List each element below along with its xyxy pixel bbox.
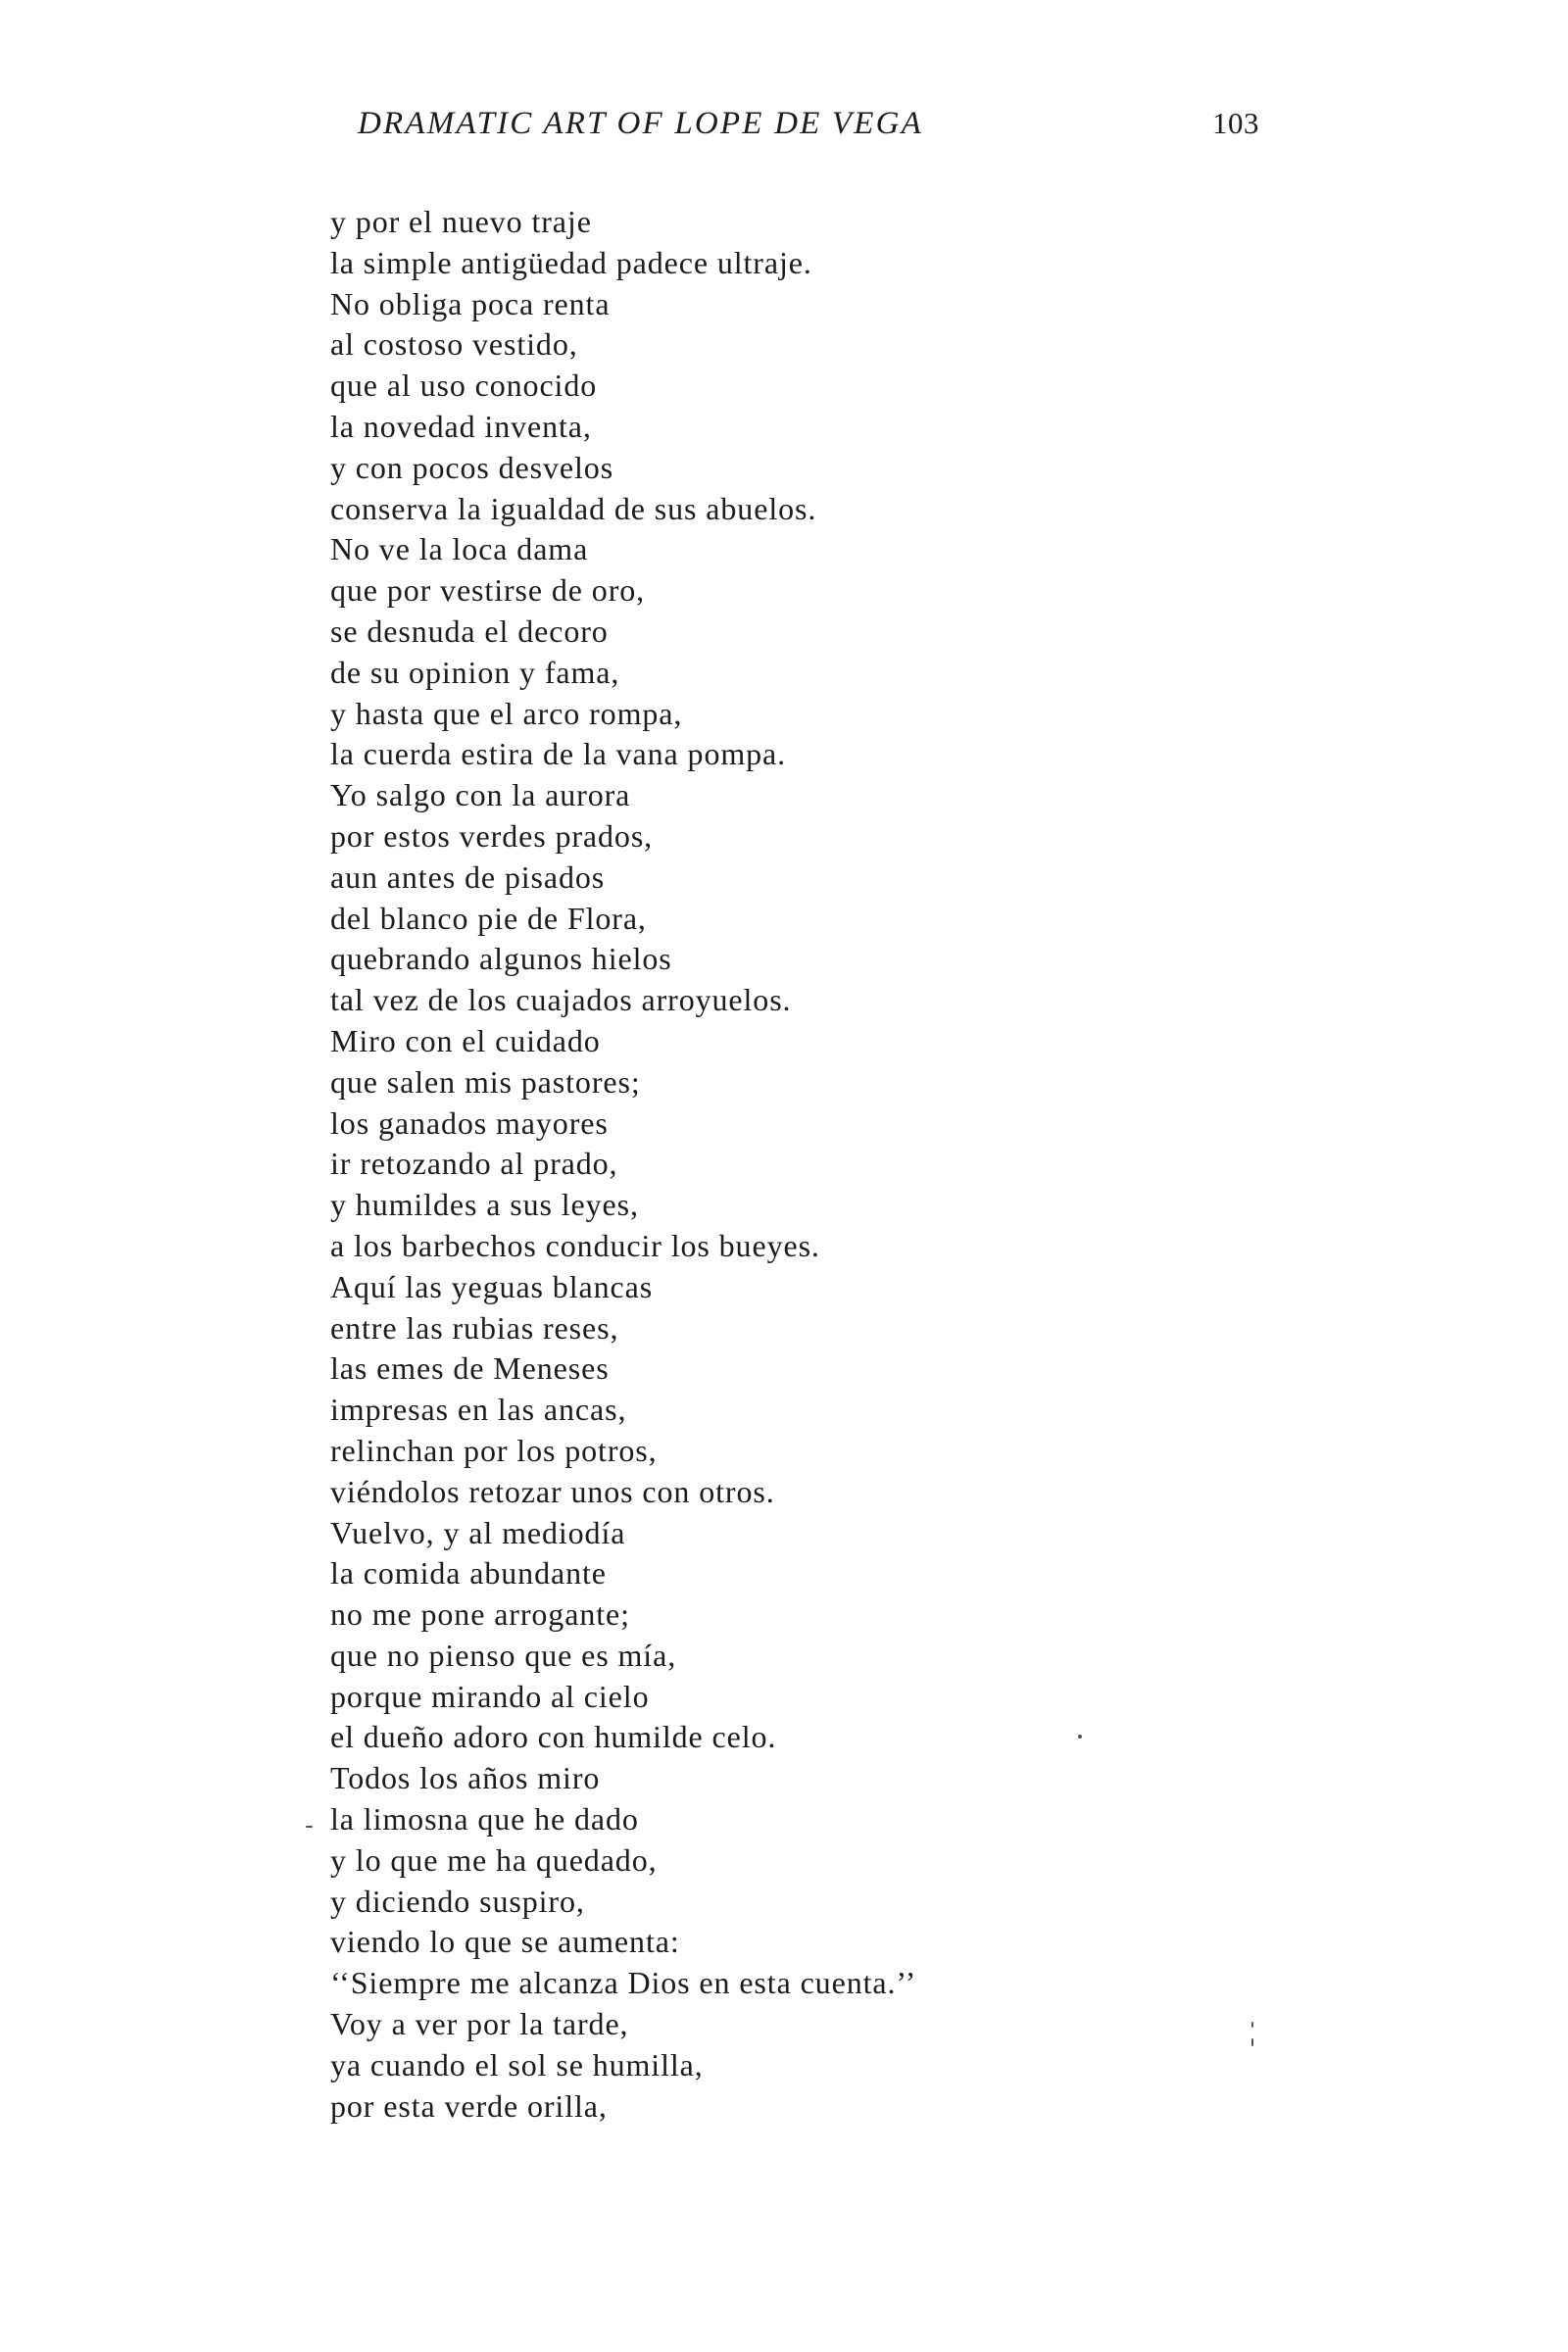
verse-line: ‘‘Siempre me alcanza Dios en esta cuenta.’’ [330, 1965, 917, 2001]
verse-line: de su opinion y fama, [330, 654, 620, 690]
verse-line: la comida abundante [330, 1555, 607, 1592]
verse-line: y hasta que el arco rompa, [330, 695, 683, 731]
verse-line: se desnuda el decoro [330, 612, 609, 649]
verse-line: la limosna que he dado [330, 1801, 639, 1838]
print-speck [1251, 2038, 1253, 2046]
verse-line: que no pienso que es mía, [330, 1637, 677, 1673]
verse-line: y con pocos desvelos [330, 449, 614, 485]
verse-line: al costoso vestido, [330, 326, 578, 363]
verse-line: Aquí las yeguas blancas [330, 1268, 654, 1304]
verse-line: del blanco pie de Flora, [330, 900, 647, 936]
running-header [358, 106, 1259, 151]
print-speck [306, 1826, 313, 1828]
verse-line: la simple antigüedad padece ultraje. [330, 244, 812, 280]
verse-line: conserva la igualdad de sus abuelos. [330, 490, 817, 526]
verse-line: tal vez de los cuajados arroyuelos. [330, 982, 792, 1018]
verse-line: entre las rubias reses, [330, 1309, 619, 1346]
verse-line: ya cuando el sol se humilla, [330, 2046, 704, 2082]
verse-line: que al uso conocido [330, 368, 598, 404]
verse-line: viéndolos retozar unos con otros. [330, 1473, 775, 1509]
poem-text [330, 202, 1134, 2127]
verse-line: las emes de Meneses [330, 1350, 610, 1387]
verse-line: y por el nuevo traje [330, 204, 592, 239]
verse-line: Todos los años miro [330, 1760, 601, 1796]
verse-line: los ganados mayores [330, 1104, 609, 1141]
verse-line: Miro con el cuidado [330, 1022, 601, 1058]
verse-line: la novedad inventa, [330, 408, 592, 444]
verse-line: por esta verde orilla, [330, 2087, 608, 2124]
verse-line: y humildes a sus leyes, [330, 1187, 639, 1223]
verse-line: No obliga poca renta [330, 285, 611, 321]
verse-line: y diciendo suspiro, [330, 1883, 585, 1919]
verse-line: el dueño adoro con humilde celo. [330, 1719, 777, 1755]
print-speck [1078, 1735, 1082, 1739]
verse-line: impresas en las ancas, [330, 1392, 627, 1428]
verse-line: porque mirando al cielo [330, 1678, 650, 1714]
verse-line: por estos verdes prados, [330, 817, 654, 854]
verse-line: no me pone arrogante; [330, 1596, 630, 1633]
page-number: 103 [1212, 106, 1259, 140]
verse-line: Yo salgo con la aurora [330, 777, 631, 813]
verse-line: y lo que me ha quedado, [330, 1841, 658, 1878]
print-speck [1251, 2022, 1253, 2028]
verse-line: ir retozando al prado, [330, 1146, 618, 1182]
verse-line: Vuelvo, y al mediodía [330, 1514, 626, 1550]
running-title: DRAMATIC ART OF LOPE DE VEGA [358, 106, 924, 141]
verse-line: que por vestirse de oro, [330, 572, 646, 609]
verse-line: relinchan por los potros, [330, 1432, 658, 1468]
verse-line: Voy a ver por la tarde, [330, 2006, 629, 2042]
verse-line: la cuerda estira de la vana pompa. [330, 736, 787, 772]
verse-line: viendo lo que se aumenta: [330, 1924, 680, 1960]
verse-line: aun antes de pisados [330, 858, 606, 895]
verse-line: a los barbechos conducir los bueyes. [330, 1227, 820, 1263]
verse-line: No ve la loca dama [330, 531, 589, 567]
verse-line: quebrando algunos hielos [330, 941, 672, 977]
verse-line: que salen mis pastores; [330, 1063, 641, 1100]
